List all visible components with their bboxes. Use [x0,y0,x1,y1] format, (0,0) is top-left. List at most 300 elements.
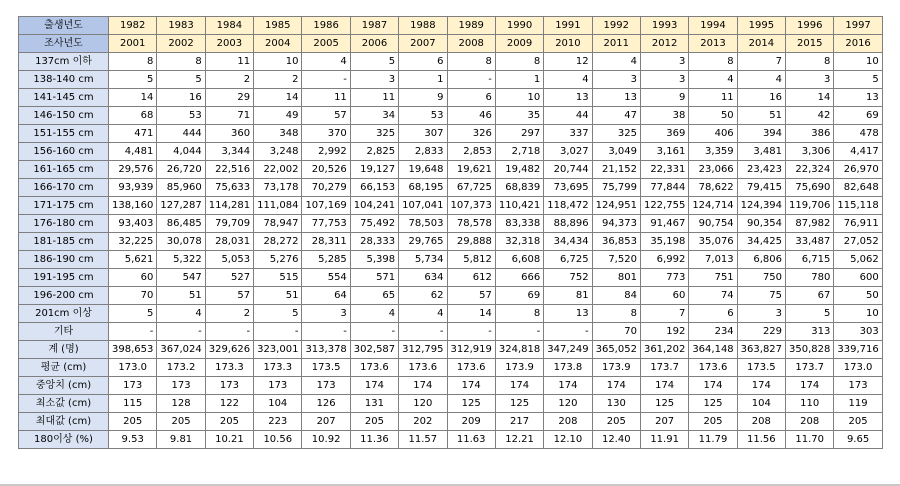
table-cell: 46 [447,107,495,125]
table-cell: 110 [786,395,834,413]
table-cell: 751 [689,269,737,287]
table-cell: 3,161 [640,143,688,161]
table-cell: 444 [157,125,205,143]
table-cell: 11.56 [737,431,785,449]
table-cell: 11.79 [689,431,737,449]
table-cell: 70 [592,323,640,341]
table-cell: 478 [834,125,882,143]
table-cell: 62 [399,287,447,305]
birth-year-cell: 1985 [254,17,302,35]
survey-year-cell: 2001 [109,35,157,53]
table-cell: 3,027 [544,143,592,161]
table-cell: 339,716 [834,341,882,359]
table-cell: - [157,323,205,341]
table-cell: 11.70 [786,431,834,449]
table-cell: 94,373 [592,215,640,233]
table-cell: 34,425 [737,233,785,251]
row-label: 141-145 cm [19,89,109,107]
table-cell: 83,338 [495,215,543,233]
table-cell: 85,960 [157,179,205,197]
table-cell: 6 [447,89,495,107]
table-row [19,269,883,287]
table-cell: 471 [109,125,157,143]
table-cell: - [447,323,495,341]
table-cell: 360 [205,125,253,143]
table-cell: 125 [447,395,495,413]
table-cell: 71 [205,107,253,125]
table-cell: 313,378 [302,341,350,359]
table-cell: 68 [109,107,157,125]
table-cell: 369 [640,125,688,143]
table-cell: 22,002 [254,161,302,179]
table-cell: 173.3 [205,359,253,377]
table-cell: 76,911 [834,215,882,233]
table-cell: 10.92 [302,431,350,449]
table-cell: 386 [786,125,834,143]
table-cell: 5,276 [254,251,302,269]
table-cell: 51 [254,287,302,305]
table-cell: 75,690 [786,179,834,197]
table-cell: 11 [689,89,737,107]
table-cell: 6 [399,53,447,71]
table-cell: 312,919 [447,341,495,359]
table-cell: 42 [786,107,834,125]
table-cell: 22,516 [205,161,253,179]
table-cell: 69 [495,287,543,305]
table-cell: 173.9 [592,359,640,377]
table-cell: 350,828 [786,341,834,359]
survey-year-cell: 2013 [689,35,737,53]
survey-year-cell: 2014 [737,35,785,53]
table-cell: 107,041 [399,197,447,215]
table-cell: 10 [834,53,882,71]
table-cell: 8 [447,53,495,71]
table-cell: 174 [689,377,737,395]
table-cell: 223 [254,413,302,431]
table-cell: 107,373 [447,197,495,215]
table-cell: 29,765 [399,233,447,251]
table-cell: 138,160 [109,197,157,215]
table-cell: 7 [737,53,785,71]
table-cell: 406 [689,125,737,143]
table-cell: 571 [350,269,398,287]
table-cell: 19,127 [350,161,398,179]
table-cell: 202 [399,413,447,431]
table-cell: 363,827 [737,341,785,359]
table-cell: 173 [254,377,302,395]
table-cell: 515 [254,269,302,287]
survey-year-cell: 2009 [495,35,543,53]
table-cell: 174 [350,377,398,395]
table-cell: 173 [834,377,882,395]
table-cell: 9.81 [157,431,205,449]
table-cell: 3 [302,305,350,323]
table-cell: 60 [109,269,157,287]
table-cell: 173 [109,377,157,395]
table-cell: 173.2 [157,359,205,377]
row-label: 기타 [19,323,109,341]
row-label: 191-195 cm [19,269,109,287]
table-row [19,233,883,251]
table-row [19,251,883,269]
table-cell: 5 [109,305,157,323]
table-cell: 78,947 [254,215,302,233]
table-cell: - [447,71,495,89]
table-cell: 131 [350,395,398,413]
table-cell: 326 [447,125,495,143]
table-cell: 6,992 [640,251,688,269]
survey-year-row [19,35,883,53]
table-cell: 364,148 [689,341,737,359]
table-cell: 3 [640,71,688,89]
survey-year-cell: 2006 [350,35,398,53]
row-label: 196-200 cm [19,287,109,305]
table-cell: 6,608 [495,251,543,269]
table-cell: 65 [350,287,398,305]
table-cell: 173.5 [737,359,785,377]
row-label: 137cm 이하 [19,53,109,71]
table-cell: 104,241 [350,197,398,215]
table-cell: 70 [109,287,157,305]
table-cell: 57 [302,107,350,125]
table-cell: 2,833 [399,143,447,161]
table-cell: 32,318 [495,233,543,251]
table-cell: 205 [689,413,737,431]
table-cell: 3 [592,71,640,89]
table-cell: 3,359 [689,143,737,161]
table-cell: 125 [640,395,688,413]
table-cell: 93,939 [109,179,157,197]
table-cell: 612 [447,269,495,287]
row-label: 166-170 cm [19,179,109,197]
table-cell: 174 [640,377,688,395]
table-cell: 205 [350,413,398,431]
table-cell: - [399,323,447,341]
table-cell: 126 [302,395,350,413]
table-cell: 23,066 [689,161,737,179]
table-cell: 2,825 [350,143,398,161]
table-cell: 28,311 [302,233,350,251]
table-cell: 303 [834,323,882,341]
table-cell: 127,287 [157,197,205,215]
table-cell: - [495,323,543,341]
table-cell: 8 [592,305,640,323]
table-cell: 8 [157,53,205,71]
table-cell: 67,725 [447,179,495,197]
table-cell: 12.21 [495,431,543,449]
table-cell: 752 [544,269,592,287]
table-cell: 527 [205,269,253,287]
table-cell: 107,169 [302,197,350,215]
table-cell: 12 [544,53,592,71]
table-cell: 19,482 [495,161,543,179]
table-cell: 313 [786,323,834,341]
birth-year-row [19,17,883,35]
table-cell: 115,118 [834,197,882,215]
table-cell: 35,076 [689,233,737,251]
table-cell: 20,744 [544,161,592,179]
table-cell: 325 [592,125,640,143]
table-cell: 3,481 [737,143,785,161]
table-cell: 122 [205,395,253,413]
table-cell: 20,526 [302,161,350,179]
table-cell: 174 [786,377,834,395]
birth-year-cell: 1987 [350,17,398,35]
birth-year-cell: 1993 [640,17,688,35]
survey-year-cell: 2008 [447,35,495,53]
table-cell: 57 [447,287,495,305]
row-label: 138-140 cm [19,71,109,89]
table-cell: 325 [350,125,398,143]
table-cell: 205 [592,413,640,431]
table-cell: 30,078 [157,233,205,251]
table-cell: 302,587 [350,341,398,359]
table-cell: 173.3 [254,359,302,377]
table-cell: - [205,323,253,341]
table-cell: 78,578 [447,215,495,233]
table-cell: 44 [544,107,592,125]
table-cell: 77,753 [302,215,350,233]
table-cell: 26,970 [834,161,882,179]
table-cell: 13 [834,89,882,107]
survey-year-header: 조사년도 [19,35,109,53]
table-cell: 70,279 [302,179,350,197]
table-cell: 208 [544,413,592,431]
table-cell: 14 [254,89,302,107]
table-cell: 9 [399,89,447,107]
table-cell: 208 [737,413,785,431]
row-label: 180이상 (%) [19,431,109,449]
table-cell: 34,434 [544,233,592,251]
birth-year-cell: 1992 [592,17,640,35]
table-cell: 307 [399,125,447,143]
table-cell: 12.10 [544,431,592,449]
table-cell: 394 [737,125,785,143]
table-cell: 118,472 [544,197,592,215]
table-row [19,125,883,143]
table-cell: 11 [302,89,350,107]
table-row [19,395,883,413]
table-cell: 2,992 [302,143,350,161]
row-label: 최대값 (cm) [19,413,109,431]
row-label: 201cm 이상 [19,305,109,323]
table-cell: 347,249 [544,341,592,359]
height-statistics-table [18,16,883,449]
row-label: 평균 (cm) [19,359,109,377]
birth-year-cell: 1995 [737,17,785,35]
table-cell: - [544,323,592,341]
table-cell: 209 [447,413,495,431]
table-cell: 124,951 [592,197,640,215]
table-row [19,197,883,215]
table-cell: 217 [495,413,543,431]
table-cell: 33,487 [786,233,834,251]
table-cell: 4 [592,53,640,71]
table-cell: 324,818 [495,341,543,359]
table-cell: 29,888 [447,233,495,251]
table-cell: 11 [350,89,398,107]
table-cell: 19,621 [447,161,495,179]
table-cell: 47 [592,107,640,125]
table-cell: 7,520 [592,251,640,269]
table-cell: 10.56 [254,431,302,449]
table-cell: 104 [254,395,302,413]
table-cell: 128 [157,395,205,413]
table-cell: 11.63 [447,431,495,449]
table-cell: 666 [495,269,543,287]
table-cell: 5,322 [157,251,205,269]
birth-year-cell: 1982 [109,17,157,35]
table-cell: 9 [640,89,688,107]
row-label: 176-180 cm [19,215,109,233]
table-cell: 750 [737,269,785,287]
table-cell: 82,648 [834,179,882,197]
table-cell: 547 [157,269,205,287]
row-label: 최소값 (cm) [19,395,109,413]
table-cell: 173.0 [109,359,157,377]
table-cell: - [302,323,350,341]
table-cell: 4 [544,71,592,89]
table-cell: 124,714 [689,197,737,215]
table-cell: 51 [157,287,205,305]
row-label: 186-190 cm [19,251,109,269]
table-cell: 174 [495,377,543,395]
table-cell: 173.9 [495,359,543,377]
table-cell: 119 [834,395,882,413]
table-cell: 5,062 [834,251,882,269]
table-cell: - [254,323,302,341]
table-row [19,305,883,323]
table-cell: 90,754 [689,215,737,233]
height-statistics-table-container [18,16,883,449]
table-cell: 173.6 [399,359,447,377]
table-cell: 53 [399,107,447,125]
table-cell: 81 [544,287,592,305]
table-cell: 173.6 [689,359,737,377]
table-cell: 2 [254,71,302,89]
table-cell: 13 [592,89,640,107]
table-cell: 3 [786,71,834,89]
table-cell: 11.91 [640,431,688,449]
table-cell: 174 [399,377,447,395]
table-cell: 4,044 [157,143,205,161]
table-cell: 8 [689,53,737,71]
table-cell: 104 [737,395,785,413]
table-cell: 365,052 [592,341,640,359]
table-cell: 16 [157,89,205,107]
table-cell: 4 [350,305,398,323]
row-label: 156-160 cm [19,143,109,161]
table-cell: 88,896 [544,215,592,233]
table-cell: 205 [157,413,205,431]
table-cell: 173.7 [786,359,834,377]
table-cell: 5 [109,71,157,89]
table-cell: 57 [205,287,253,305]
table-cell: 2 [205,71,253,89]
table-cell: 14 [786,89,834,107]
table-cell: 6 [689,305,737,323]
table-cell: 5,285 [302,251,350,269]
row-label: 151-155 cm [19,125,109,143]
survey-year-cell: 2003 [205,35,253,53]
table-cell: 600 [834,269,882,287]
table-cell: 2 [205,305,253,323]
row-label: 161-165 cm [19,161,109,179]
table-cell: 370 [302,125,350,143]
table-row [19,89,883,107]
table-cell: 780 [786,269,834,287]
table-cell: 5 [834,71,882,89]
row-label: 계 (명) [19,341,109,359]
birth-year-cell: 1983 [157,17,205,35]
survey-year-cell: 2011 [592,35,640,53]
table-cell: 174 [447,377,495,395]
table-cell: 75,492 [350,215,398,233]
table-cell: 5 [786,305,834,323]
birth-year-cell: 1988 [399,17,447,35]
table-cell: 173.6 [447,359,495,377]
table-cell: 125 [495,395,543,413]
table-cell: 10.21 [205,431,253,449]
table-cell: 174 [544,377,592,395]
table-cell: 10 [495,89,543,107]
table-cell: - [302,71,350,89]
table-cell: 323,001 [254,341,302,359]
table-cell: 16 [737,89,785,107]
table-cell: 14 [109,89,157,107]
survey-year-cell: 2010 [544,35,592,53]
table-cell: 86,485 [157,215,205,233]
table-cell: 110,421 [495,197,543,215]
table-cell: 4 [689,71,737,89]
table-cell: 93,403 [109,215,157,233]
table-cell: 634 [399,269,447,287]
table-cell: 38 [640,107,688,125]
table-cell: 5,812 [447,251,495,269]
survey-year-cell: 2007 [399,35,447,53]
table-cell: 75 [737,287,785,305]
table-cell: 398,653 [109,341,157,359]
table-cell: 11 [205,53,253,71]
table-cell: 4,481 [109,143,157,161]
table-cell: 114,281 [205,197,253,215]
birth-year-cell: 1994 [689,17,737,35]
table-cell: 3 [640,53,688,71]
table-cell: 10 [834,305,882,323]
table-cell: 49 [254,107,302,125]
table-cell: 69 [834,107,882,125]
table-cell: 26,720 [157,161,205,179]
table-cell: 8 [495,305,543,323]
table-row [19,53,883,71]
table-row [19,107,883,125]
table-cell: 205 [205,413,253,431]
table-cell: 120 [399,395,447,413]
table-cell: 14 [447,305,495,323]
table-cell: 3 [737,305,785,323]
survey-year-cell: 2016 [834,35,882,53]
table-cell: 19,648 [399,161,447,179]
row-label: 146-150 cm [19,107,109,125]
table-row [19,179,883,197]
table-cell: 173.0 [834,359,882,377]
table-cell: 1 [399,71,447,89]
table-cell: 10 [254,53,302,71]
table-cell: 174 [737,377,785,395]
table-cell: 28,333 [350,233,398,251]
table-cell: 1 [495,71,543,89]
survey-year-cell: 2002 [157,35,205,53]
